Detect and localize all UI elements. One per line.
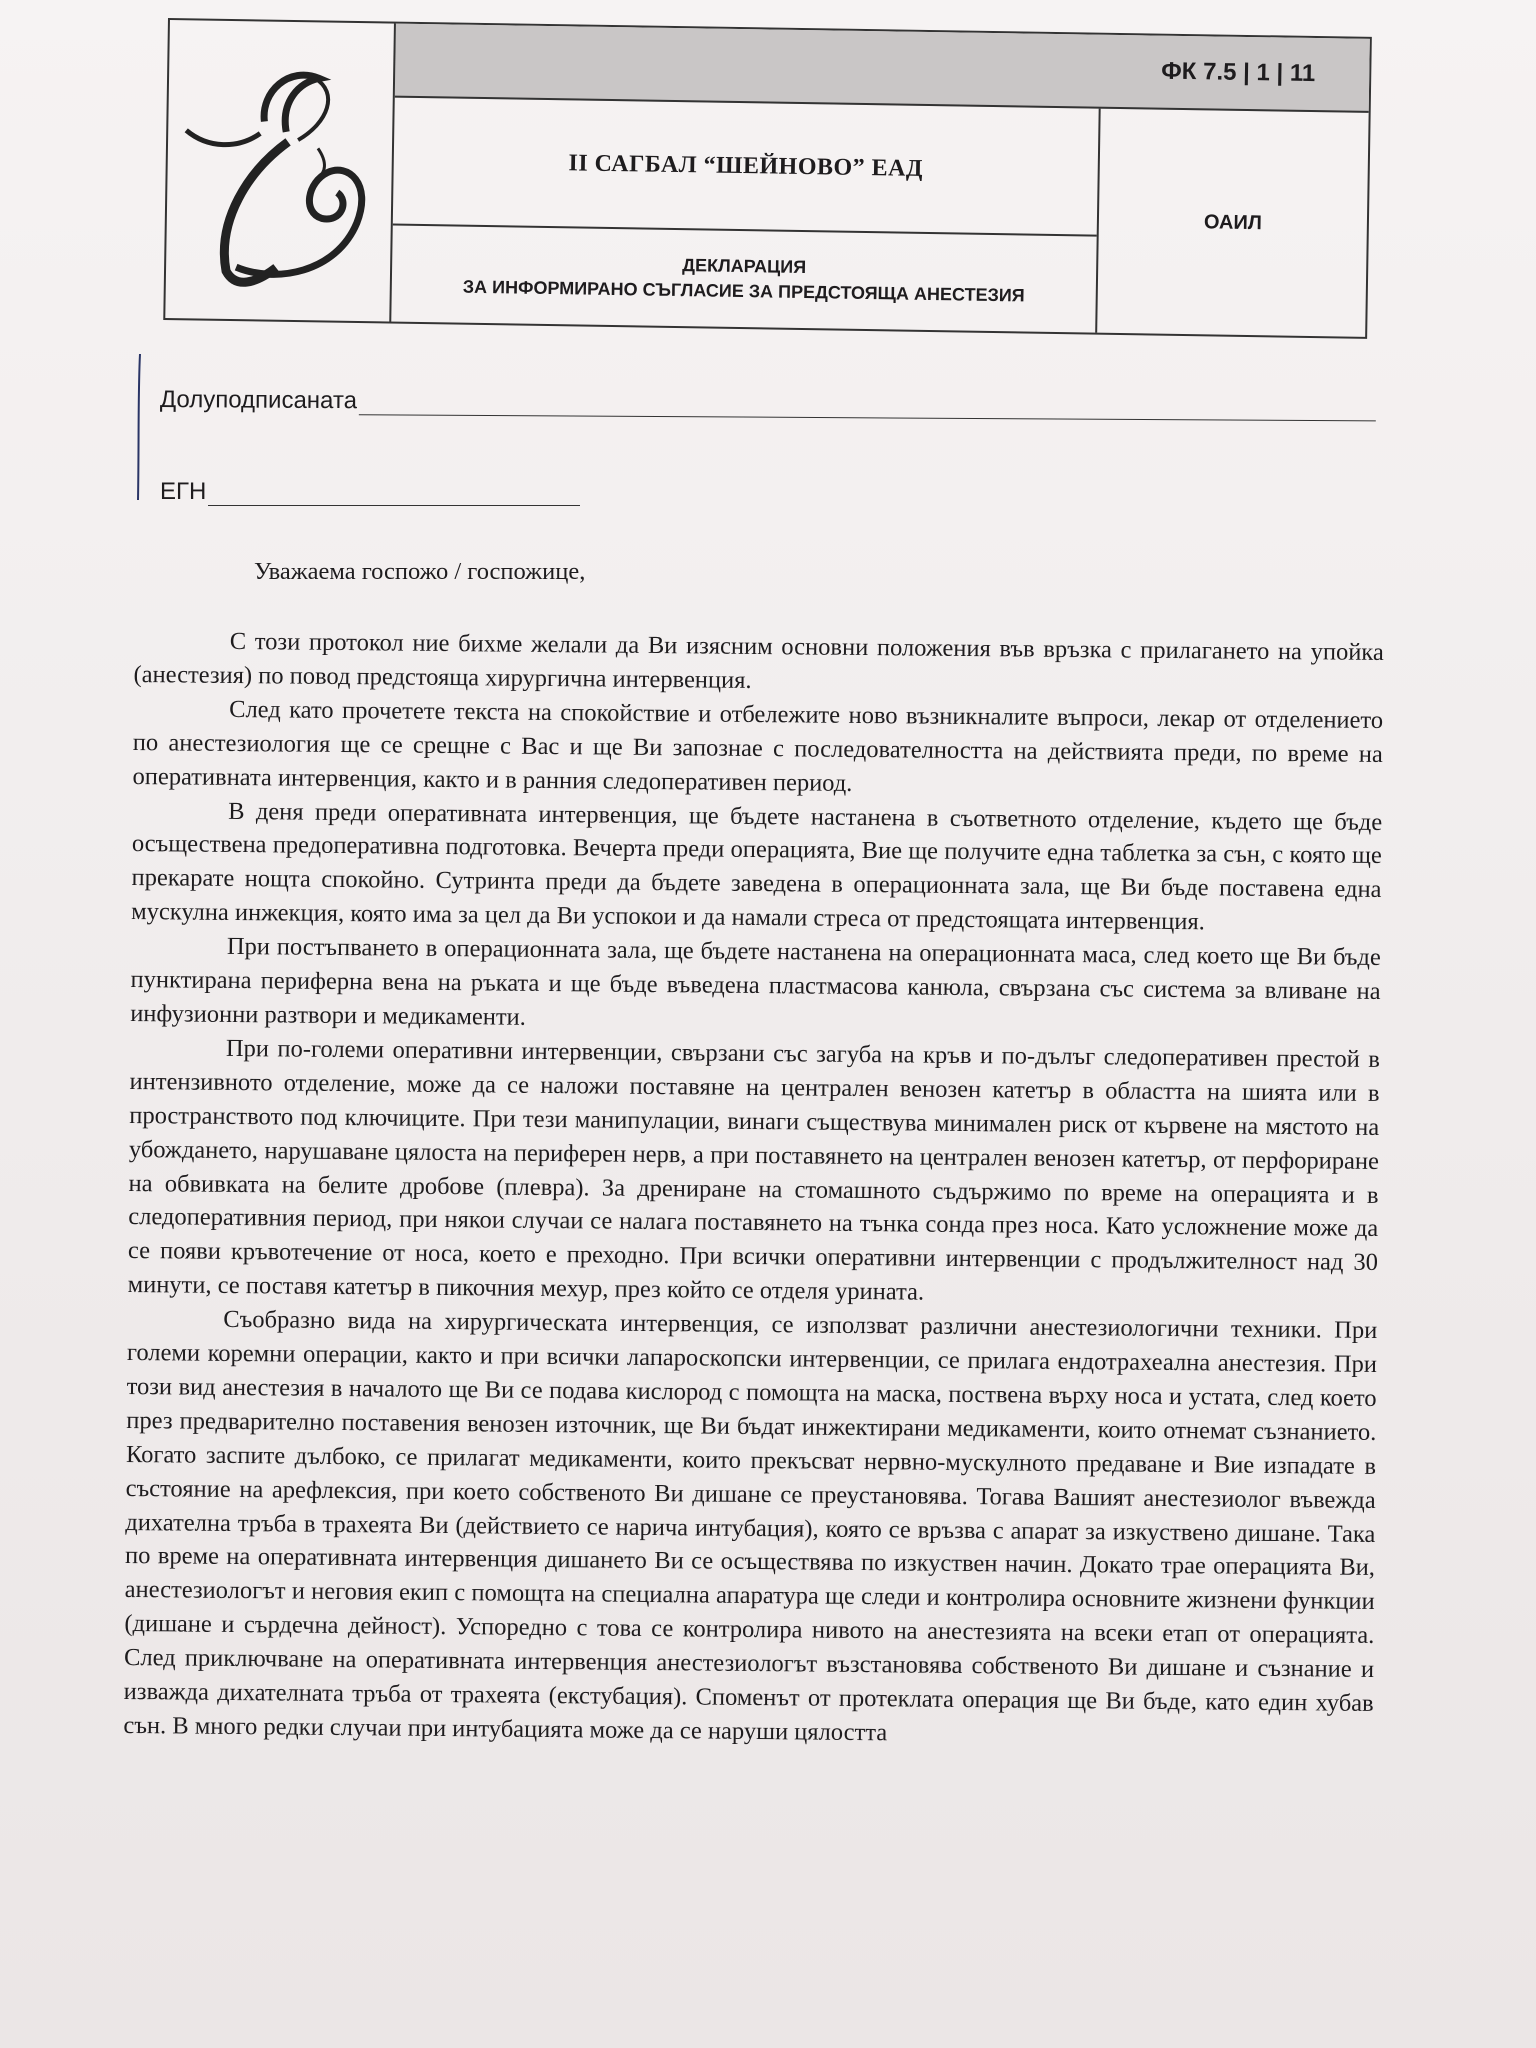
- title-line-2: ЗА ИНФОРМИРАНО СЪГЛАСИЕ ЗА ПРЕДСТОЯЩА АНЕСТЕЗИЯ: [462, 276, 1025, 306]
- consent-text: [123, 624, 1384, 1755]
- form-code: ФК 7.5 | 1 | 11: [395, 24, 1370, 113]
- signatory-field[interactable]: [160, 386, 1376, 421]
- title-line-1: ДЕКЛАРАЦИЯ: [682, 255, 807, 278]
- paragraph-2: След като прочетете текста на спокойствие и отбележите ново възникналите въпроси, лекар от отделението по анестезиология ще се срещне с Вас и ще Ви запознае с последователността на действията преди, по време на оперативната интервенция, както и в ранния следоперативен период.: [132, 695, 1384, 797]
- signatory-label: Долуподписаната: [159, 386, 358, 415]
- paragraph-1: С този протокол ние бихме желали да Ви изясним основни положения във връзка с прилагането на упойка (анестезия) по повод предстояща хирургична интервенция.: [133, 627, 1384, 694]
- greeting: Уважаема госпожо / госпожице,: [254, 558, 586, 585]
- hospital-logo: [165, 20, 396, 322]
- logo-mother-child-icon: [165, 20, 392, 321]
- organization-name: II САГБАЛ “ШЕЙНОВО” ЕАД: [393, 98, 1099, 237]
- egn-input-line[interactable]: [208, 481, 580, 506]
- egn-label: ЕГН: [160, 478, 207, 505]
- document-title: [391, 226, 1096, 333]
- pen-mark-icon: [136, 352, 142, 502]
- document-header: [163, 18, 1372, 339]
- paragraph-4: При постъпването в операционната зала, ще бъдете настанена на операционната маса, след което ще Ви бъде пунктирана периферна вена на ръката и ще бъде въведена пластмасова канюла, свързана със система за вливане на инфузионни разтвори и медикаменти.: [130, 933, 1381, 1031]
- signatory-input-line[interactable]: [359, 390, 1376, 421]
- paragraph-3: В деня преди оперативната интервенция, ще бъдете настанена в съответното отделение, където ще бъде осъществена предоперативна подготовка. Вечерта преди операцията, Вие ще получите една таблетка за сън, с която ще прекарате нощта спокойно. Сутринта преди да бъдете заведена в операционната зала, ще Ви бъде поставена една мускулна инжекция, която има за цел да Ви успокои и да намали стреса от предстоящата интервенция.: [131, 797, 1383, 936]
- paragraph-5: При по-големи оперативни интервенции, свързани със загуба на кръв и по-дълъг следоперативен престой в интензивното отделение, може да се наложи поставяне на централен венозен катетър в областта на шията или в пространството под ключиците. При тези манипулации, винаги съществува минимален риск от кървене на мястото на убождането, нарушаване цялоста на периферен нерв, а при поставянето на централен венозен катетър, от перфориране на обвивката на белите дробове (плевра). За дрениране на стомашното съдържимо по време на операцията и в следоперативния период, при някои случаи се налага поставянето на тънка сонда през носа. Като усложнение може да се появи кръвотечение от носа, което е преходно. При всички оперативни интервенции с продължителност над 30 минути, се поставя катетър в пикочния мехур, през който се отделя урината.: [127, 1034, 1381, 1306]
- egn-field[interactable]: [160, 478, 580, 506]
- department-code: ОАИЛ: [1203, 210, 1263, 234]
- paragraph-6: Съобразно вида на хирургическата интервенция, се използват различни анестезиологични техники. При големи коремни операции, както и при всички лапароскопски интервенции, се прилага ендотрахеална анестезия. При този вид анестезия в началото ще Ви се подава кислород с помощта на маска, поствена върху носа и устата, след което през предварително поставения венозен източник, ще Ви бъдат инжектирани медикаменти, които отнемат съзнанието. Когато заспите дълбоко, се прилагат медикаменти, които прекъсват нервно-мускулното предаване и Вие изпадате в състояние на арефлексия, при което собственото Ви дишане се преустановява. Тогава Вашият анестезиолог въвежда дихателна тръба в трахеята Ви (действието се нарича интубация), която се връзва с апарат за изкуствено дишане. Така по време на оперативната интервенция дишането Ви се осъществява по изкуствен начин. Докато трае операцията Ви, анестезиологът и неговия екип с помощта на специална апаратура ще следи и контролира основните жизнени функции (дишане и сърдечна дейност). Успоредно с това се контролира нивото на анестезията на всеки етап от операцията. След приключване на оперативната интервенция анестезиологът възстановява собственото Ви дишане и съзнание и изважда дихателната тръба от трахеята (екстубация). Споменът от протеклата операция ще Ви бъде, като един хубав сън. В много редки случаи при интубацията може да се наруши цялостта: [123, 1306, 1378, 1747]
